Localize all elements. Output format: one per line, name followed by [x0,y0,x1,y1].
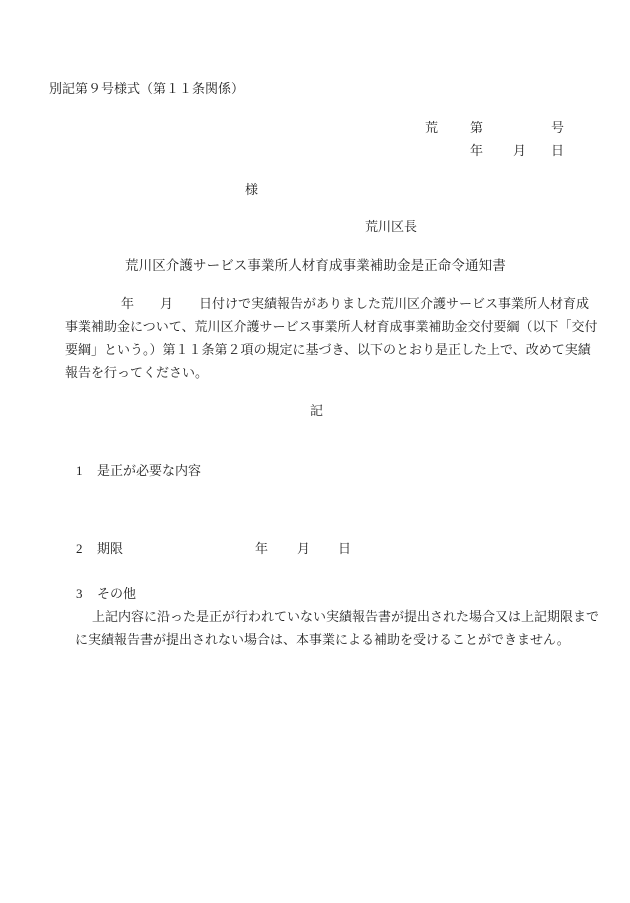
body-line: 報告を行ってください。 [65,365,209,380]
doc-number-prefix: 荒 [425,120,439,135]
item-1-number: 1 [76,463,83,478]
body-line: 事業補助金について、荒川区介護サービス事業所人材育成事業補助金交付要綱（以下「交付 [65,319,598,334]
doc-number-counter-label: 号 [551,120,565,135]
deadline-year-label: 年 [255,541,269,556]
ki-marker: 記 [310,403,324,418]
form-style-label: 別記第９号様式（第１１条関係） [49,81,245,96]
note-line: に実績報告書が提出されない場合は、本事業による補助を受けることができません。 [75,632,570,647]
item-3-number: 3 [76,586,83,601]
document-title: 荒川区介護サービス事業所人材育成事業補助金是正命令通知書 [125,258,506,273]
item-3-label: その他 [97,586,137,601]
body-line: 要綱」という。）第１１条第２項の規定に基づき、以下のとおり是正した上で、改めて実績 [65,342,591,357]
sender-name: 荒川区長 [365,219,418,234]
note-line: 上記内容に沿った是正が行われていない実績報告書が提出された場合又は上記期限まで [92,609,600,624]
addressee-honorific: 様 [245,182,259,197]
deadline-day-label: 日 [338,541,352,556]
item-2-label: 期限 [97,541,124,556]
issue-date-year-label: 年 [470,143,484,158]
item-2-number: 2 [76,541,83,556]
doc-number-no-label: 第 [470,120,484,135]
issue-date-month-label: 月 [513,143,527,158]
body-line: 年 月 日付けで実績報告がありました荒川区介護サービス事業所人材育成 [121,296,590,311]
deadline-month-label: 月 [297,541,311,556]
item-1-label: 是正が必要な内容 [97,463,202,478]
issue-date-day-label: 日 [551,143,565,158]
